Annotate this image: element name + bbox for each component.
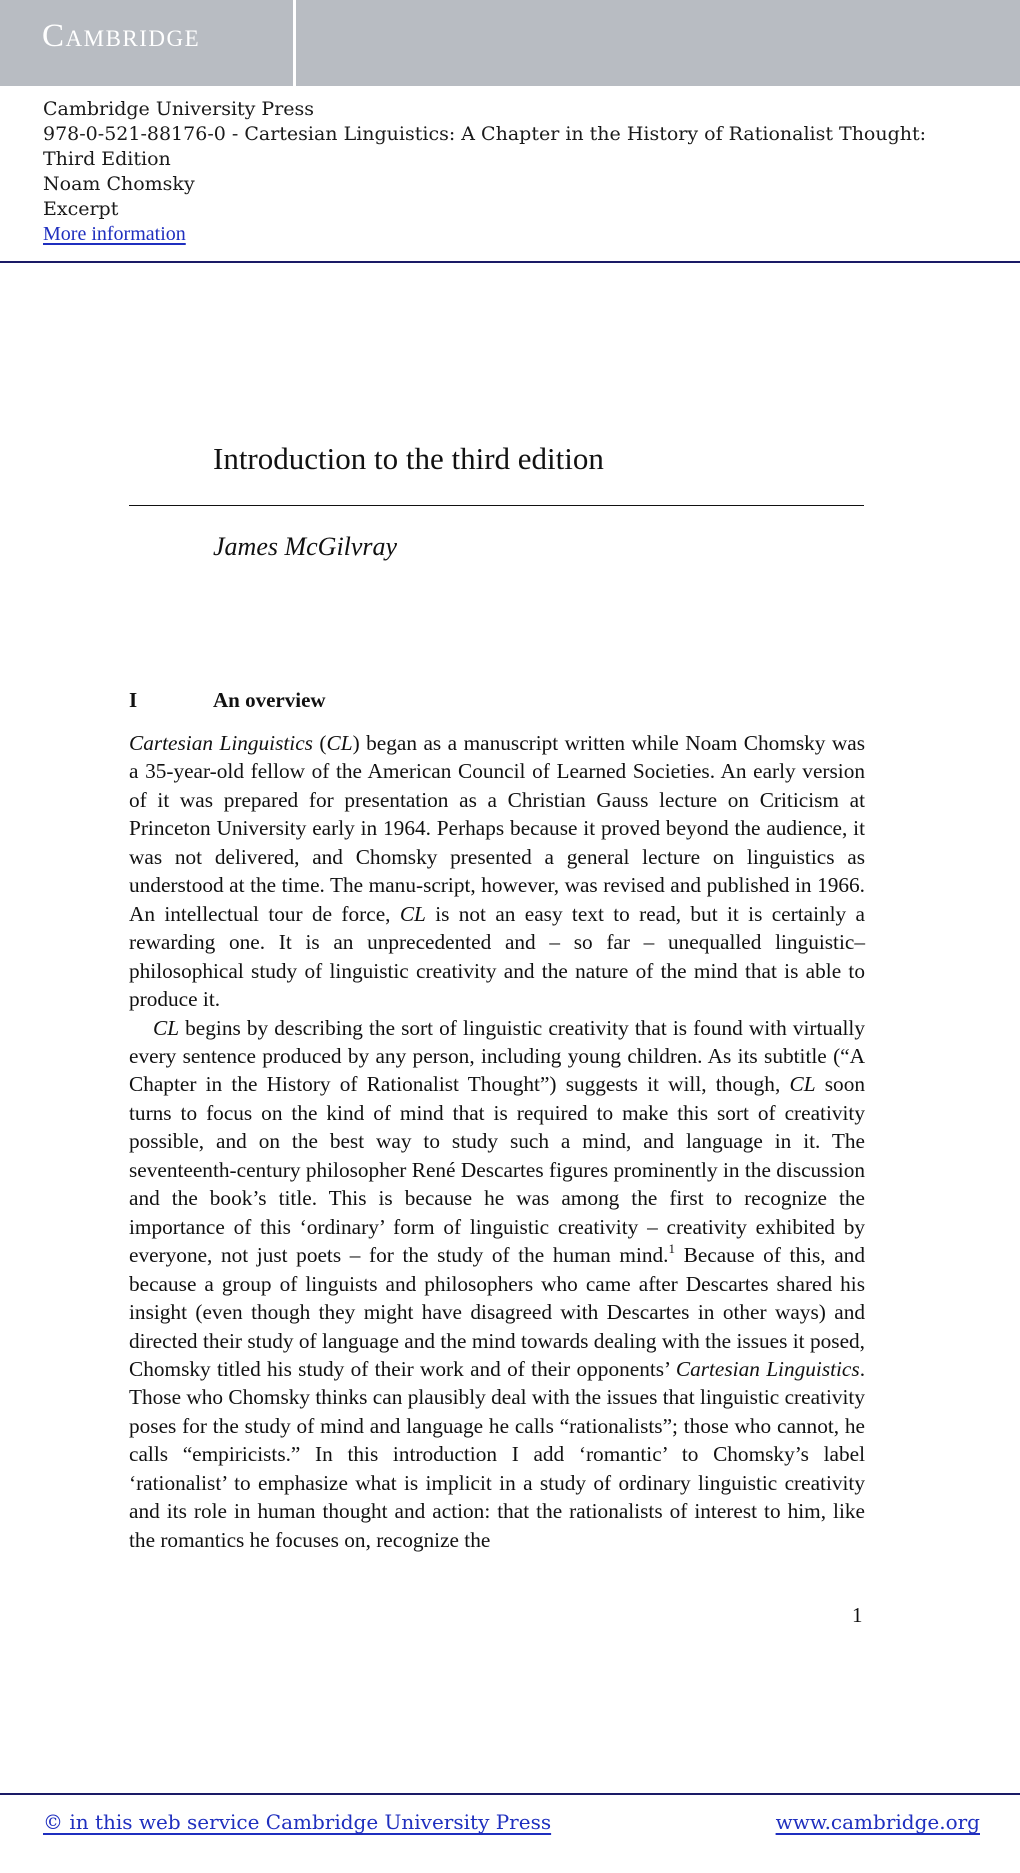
book-title-italic: Cartesian Linguistics bbox=[675, 1356, 860, 1381]
more-information-link[interactable]: More information bbox=[43, 223, 186, 245]
isbn-title-line-1: 978-0-521-88176-0 - Cartesian Linguistics: A Chapter in the History of Rationalist Thought: bbox=[43, 123, 927, 145]
text-run: is not an easy text to read, but it is certainly a rewarding one. It is an unprecedented and – so far – unequalled linguistic–philosophical study of linguistic creativity and the nature of the mind that is able to produce it. bbox=[129, 901, 865, 1012]
text-run: soon turns to focus on the kind of mind that is required to make this sort of creativity possible, and on the best way to study such a mind, and language in it. The seventeenth-century philosopher René Descartes figures prominently in the discussion and the book’s title. This is because he was among the first to recognize the importance of this ‘ordinary’ form of linguistic creativity – creativity exhibited by everyone, not just poets – for the study of the human mind. bbox=[129, 1072, 865, 1268]
abbreviation-italic: CL bbox=[789, 1072, 816, 1097]
isbn-title-line-2: Third Edition bbox=[43, 148, 171, 170]
cambridge-logo bbox=[0, 0, 296, 86]
publisher: Cambridge University Press bbox=[43, 98, 315, 120]
text-run: ( bbox=[312, 731, 327, 755]
body-text bbox=[129, 729, 865, 1554]
paragraph-2 bbox=[129, 1014, 865, 1555]
website-link[interactable]: www.cambridge.org bbox=[775, 1810, 980, 1834]
section-heading bbox=[129, 686, 326, 714]
excerpt-label: Excerpt bbox=[43, 198, 119, 220]
text-run: ) began as a manuscript written while Noam Chomsky was a 35-year-old fellow of the American Council of Learned Societies. An early version of it was prepared for presentation as a Christian Gauss lecture on Criticism at Princeton University early in 1964. Perhaps because it proved beyond the audience, it was not delivered, and Chomsky presented a general lecture on linguistics as understood at the time. The manu-script, however, was revised and published in 1966. An intellectual tour de force, bbox=[129, 731, 865, 926]
brand-band bbox=[0, 0, 1020, 86]
text-run: begins by describing the sort of linguistic creativity that is found with virtually every sentence produced by any person, including young children. As its subtitle (“A Chapter in the History of Rationalist Thought”) suggests it will, though, bbox=[129, 1015, 865, 1097]
page-number: 1 bbox=[852, 1603, 863, 1627]
paragraph-1 bbox=[129, 729, 865, 1014]
text-run: . Those who Chomsky thinks can plausibly deal with the issues that linguistic creativity poses for the study of mind and language he calls “rationalists”; those who cannot, he calls “empiricists.” In this introduction I add ‘romantic’ to Chomsky’s label ‘rationalist’ to emphasize what is implicit in a study of ordinary linguistic creativity and its role in human thought and action: that the rationalists of interest to him, like the romantics he focuses on, recognize the bbox=[129, 1356, 866, 1552]
copyright-link[interactable]: © in this web service Cambridge University Press bbox=[43, 1810, 552, 1834]
header-divider bbox=[0, 261, 1020, 263]
abbreviation-italic: CL bbox=[399, 901, 426, 926]
abbreviation-italic: CL bbox=[153, 1015, 180, 1040]
footnote-reference[interactable]: 1 bbox=[668, 1241, 675, 1257]
section-title: An overview bbox=[213, 688, 326, 712]
cambridge-logo-text: Cambridge bbox=[42, 18, 201, 54]
book-info bbox=[43, 97, 1003, 247]
chapter-title: Introduction to the third edition bbox=[213, 441, 604, 476]
footer-divider bbox=[0, 1793, 1020, 1795]
abbreviation-italic: CL bbox=[326, 731, 353, 755]
chapter-title-rule bbox=[129, 505, 864, 506]
book-title-italic: Cartesian Linguistics bbox=[129, 731, 313, 755]
book-author: Noam Chomsky bbox=[43, 173, 195, 195]
chapter-author: James McGilvray bbox=[213, 532, 398, 561]
section-number: I bbox=[129, 688, 138, 712]
text-run: Because of this, and because a group of linguists and philosophers who came after Descartes shared his insight (even though they might have disagreed with Descartes in other ways) and directed their study of language and the mind towards dealing with the issues it posed, Chomsky titled his study of their work and of their opponents’ bbox=[129, 1243, 865, 1381]
